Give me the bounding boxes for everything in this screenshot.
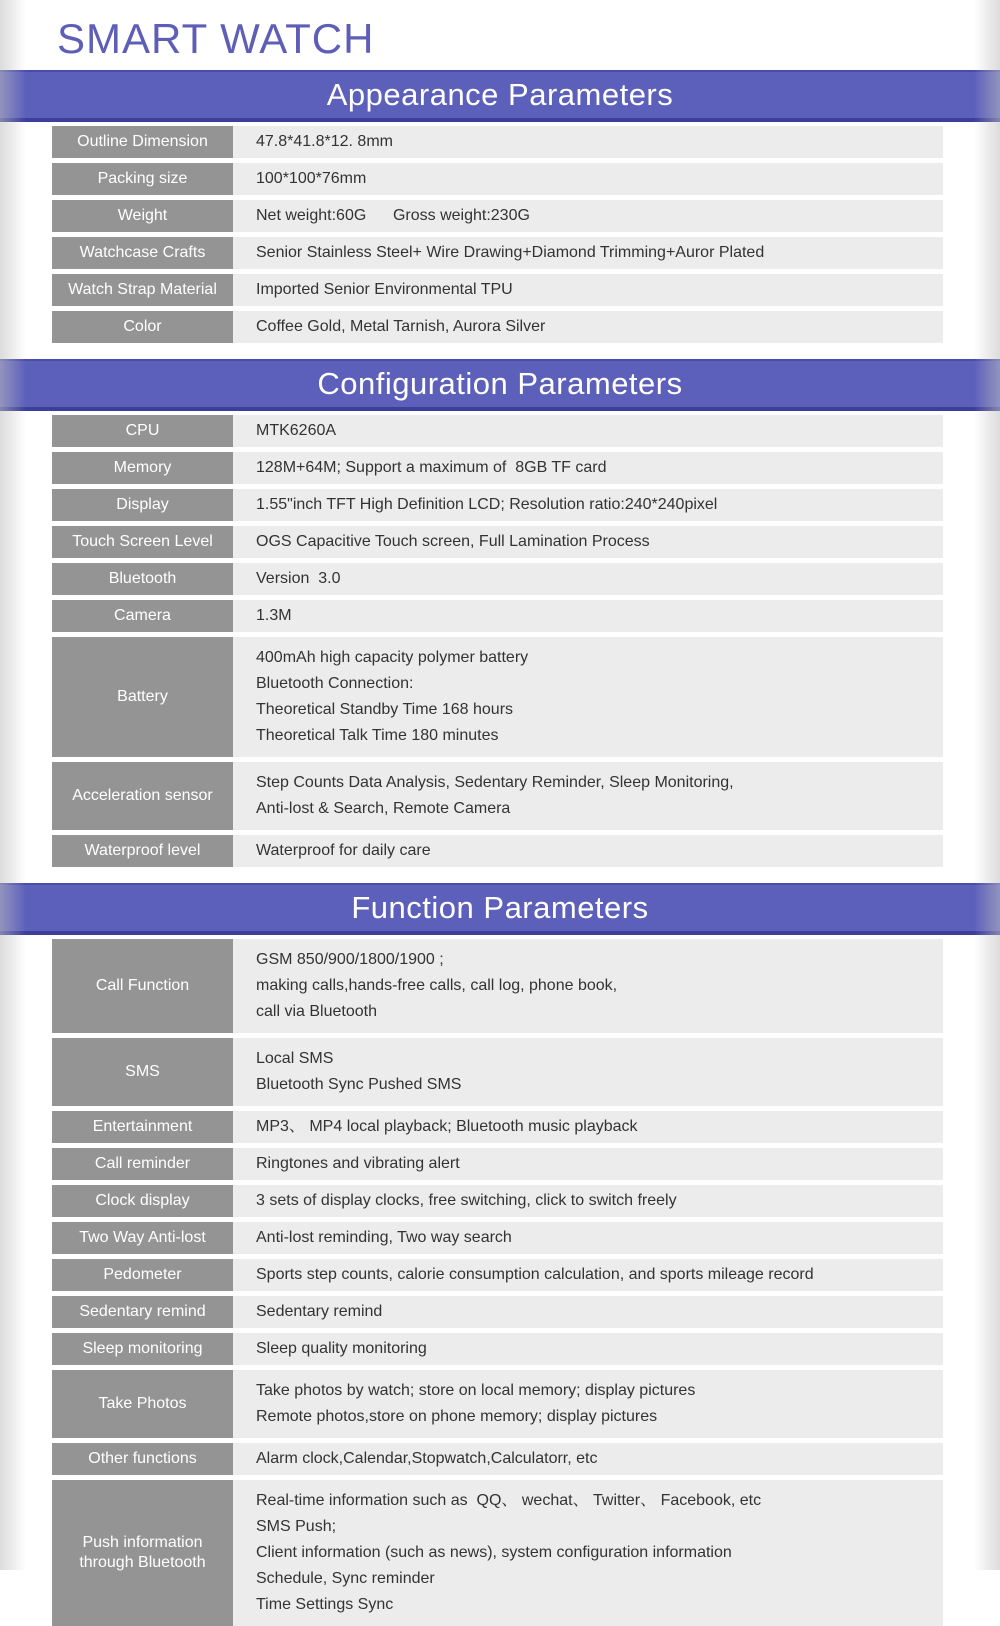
spec-label: Packing size: [52, 163, 233, 195]
spec-row-camera: [52, 600, 943, 632]
spec-value-line: Take photos by watch; store on local memory; display pictures: [256, 1382, 696, 1399]
spec-value: [233, 1111, 943, 1143]
spec-row-memory: [52, 452, 943, 484]
spec-value-line: 128M+64M; Support a maximum of 8GB TF card: [256, 459, 607, 476]
spec-row-battery: [52, 637, 943, 757]
spec-value: [233, 415, 943, 447]
spec-value: [233, 563, 943, 595]
spec-value: [233, 1148, 943, 1180]
spec-value-line: Sedentary remind: [256, 1303, 383, 1320]
spec-row-touch-screen-level: [52, 526, 943, 558]
spec-value-line: Net weight:60G Gross weight:230G: [256, 207, 530, 224]
spec-value: [233, 835, 943, 867]
spec-row-clock-display: [52, 1185, 943, 1217]
section-header-appearance-parameters: [0, 70, 1000, 122]
spec-value-line: Sleep quality monitoring: [256, 1340, 427, 1357]
spec-value: [233, 489, 943, 521]
spec-row-waterproof-level: [52, 835, 943, 867]
spec-row-cpu: [52, 415, 943, 447]
spec-row-display: [52, 489, 943, 521]
spec-row-sms: [52, 1038, 943, 1106]
spec-label: Memory: [52, 452, 233, 484]
spec-row-outline-dimension: [52, 126, 943, 158]
spec-value: [233, 939, 943, 1033]
spec-value: [233, 126, 943, 158]
spec-label: Take Photos: [52, 1370, 233, 1438]
spec-label: Bluetooth: [52, 563, 233, 595]
spec-value-line: 100*100*76mm: [256, 170, 367, 187]
spec-value-line: Step Counts Data Analysis, Sedentary Reminder, Sleep Monitoring,: [256, 774, 734, 791]
spec-label: Touch Screen Level: [52, 526, 233, 558]
spec-label: Color: [52, 311, 233, 343]
spec-value-line: Real-time information such as QQ、 wechat、 Twitter、 Facebook, etc: [256, 1492, 762, 1509]
spec-value-line: making calls,hands-free calls, call log, phone book,: [256, 977, 618, 994]
spec-row-sedentary-remind: [52, 1296, 943, 1328]
spec-label: Pedometer: [52, 1259, 233, 1291]
spec-label: Sedentary remind: [52, 1296, 233, 1328]
spec-value-line: MP3、 MP4 local playback; Bluetooth music playback: [256, 1118, 638, 1135]
spec-value-line: Bluetooth Sync Pushed SMS: [256, 1076, 462, 1093]
spec-value-line: Imported Senior Environmental TPU: [256, 281, 513, 298]
spec-value-line: GSM 850/900/1800/1900 ;: [256, 951, 444, 968]
spec-value: [233, 1370, 943, 1438]
spec-value-line: 400mAh high capacity polymer battery: [256, 649, 529, 666]
spec-row-two-way-anti-lost: [52, 1222, 943, 1254]
spec-value-line: Time Settings Sync: [256, 1596, 394, 1613]
spec-row-packing-size: [52, 163, 943, 195]
spec-row-pedometer: [52, 1259, 943, 1291]
section-configuration-parameters: [0, 359, 1000, 867]
spec-value-line: Alarm clock,Calendar,Stopwatch,Calculatorr, etc: [256, 1450, 598, 1467]
section-header-configuration-parameters: [0, 359, 1000, 411]
spec-row-call-function: [52, 939, 943, 1033]
spec-value-line: Remote photos,store on phone memory; display pictures: [256, 1408, 658, 1425]
spec-value-line: Waterproof for daily care: [256, 842, 431, 859]
spec-table-function-parameters: [52, 939, 943, 1626]
spec-row-sleep-monitoring: [52, 1333, 943, 1365]
spec-label: CPU: [52, 415, 233, 447]
section-appearance-parameters: [0, 70, 1000, 343]
spec-label: Acceleration sensor: [52, 762, 233, 830]
spec-value-line: Coffee Gold, Metal Tarnish, Aurora Silver: [256, 318, 546, 335]
spec-value: [233, 1333, 943, 1365]
spec-row-bluetooth: [52, 563, 943, 595]
spec-value: [233, 1222, 943, 1254]
spec-row-acceleration-sensor: [52, 762, 943, 830]
spec-label: SMS: [52, 1038, 233, 1106]
spec-label: Outline Dimension: [52, 126, 233, 158]
spec-table-configuration-parameters: [52, 415, 943, 867]
spec-value-line: Sports step counts, calorie consumption calculation, and sports mileage record: [256, 1266, 814, 1283]
spec-label: Other functions: [52, 1443, 233, 1475]
spec-value: [233, 274, 943, 306]
spec-value-line: Bluetooth Connection:: [256, 675, 414, 692]
spec-row-push-information-through-bluetooth: [52, 1480, 943, 1626]
section-function-parameters: [0, 883, 1000, 1626]
spec-label: Battery: [52, 637, 233, 757]
spec-value: [233, 452, 943, 484]
spec-value-line: 3 sets of display clocks, free switching, click to switch freely: [256, 1192, 677, 1209]
spec-label: Watchcase Crafts: [52, 237, 233, 269]
spec-label: Display: [52, 489, 233, 521]
spec-value: [233, 1038, 943, 1106]
spec-label: Weight: [52, 200, 233, 232]
spec-value-line: 1.3M: [256, 607, 292, 624]
spec-label: Two Way Anti-lost: [52, 1222, 233, 1254]
spec-label: Camera: [52, 600, 233, 632]
spec-value: [233, 200, 943, 232]
spec-label: Entertainment: [52, 1111, 233, 1143]
spec-value-line: Theoretical Standby Time 168 hours: [256, 701, 514, 718]
spec-value-line: Schedule, Sync reminder: [256, 1570, 435, 1587]
spec-value-line: call via Bluetooth: [256, 1003, 377, 1020]
spec-value: [233, 237, 943, 269]
spec-value: [233, 1259, 943, 1291]
spec-label: Call reminder: [52, 1148, 233, 1180]
spec-value-line: Senior Stainless Steel+ Wire Drawing+Diamond Trimming+Auror Plated: [256, 244, 765, 261]
spec-value: [233, 163, 943, 195]
spec-value-line: Local SMS: [256, 1050, 334, 1067]
spec-row-watch-strap-material: [52, 274, 943, 306]
spec-row-call-reminder: [52, 1148, 943, 1180]
spec-value: [233, 1480, 943, 1626]
section-title: Appearance Parameters: [326, 77, 674, 112]
section-title: Function Parameters: [351, 890, 649, 925]
spec-value-line: SMS Push;: [256, 1518, 337, 1535]
spec-value-line: MTK6260A: [256, 422, 337, 439]
spec-value-line: Version 3.0: [256, 570, 341, 587]
spec-value: [233, 1296, 943, 1328]
spec-value: [233, 762, 943, 830]
spec-row-take-photos: [52, 1370, 943, 1438]
spec-value-line: Client information (such as news), system configuration information: [256, 1544, 732, 1561]
spec-value: [233, 526, 943, 558]
spec-value: [233, 600, 943, 632]
spec-label: Waterproof level: [52, 835, 233, 867]
spec-value-line: Theoretical Talk Time 180 minutes: [256, 727, 499, 744]
spec-table-appearance-parameters: [52, 126, 943, 343]
spec-value-line: 47.8*41.8*12. 8mm: [256, 133, 393, 150]
spec-row-entertainment: [52, 1111, 943, 1143]
spec-row-weight: [52, 200, 943, 232]
section-title: Configuration Parameters: [317, 366, 683, 401]
spec-value-line: Anti-lost & Search, Remote Camera: [256, 800, 511, 817]
spec-label: Call Function: [52, 939, 233, 1033]
spec-value-line: Ringtones and vibrating alert: [256, 1155, 460, 1172]
spec-value: [233, 637, 943, 757]
spec-value: [233, 1185, 943, 1217]
spec-label: Push information through Bluetooth: [52, 1480, 233, 1626]
sections-container: [0, 70, 1000, 1626]
spec-row-other-functions: [52, 1443, 943, 1475]
page-title: SMART WATCH: [57, 15, 375, 62]
spec-value: [233, 311, 943, 343]
spec-value-line: OGS Capacitive Touch screen, Full Lamination Process: [256, 533, 650, 550]
spec-row-color: [52, 311, 943, 343]
spec-value-line: Anti-lost reminding, Two way search: [256, 1229, 512, 1246]
spec-value: [233, 1443, 943, 1475]
spec-label: Sleep monitoring: [52, 1333, 233, 1365]
spec-row-watchcase-crafts: [52, 237, 943, 269]
section-header-function-parameters: [0, 883, 1000, 935]
spec-label: Clock display: [52, 1185, 233, 1217]
spec-value-line: 1.55"inch TFT High Definition LCD; Resolution ratio:240*240pixel: [256, 496, 718, 513]
spec-label: Watch Strap Material: [52, 274, 233, 306]
